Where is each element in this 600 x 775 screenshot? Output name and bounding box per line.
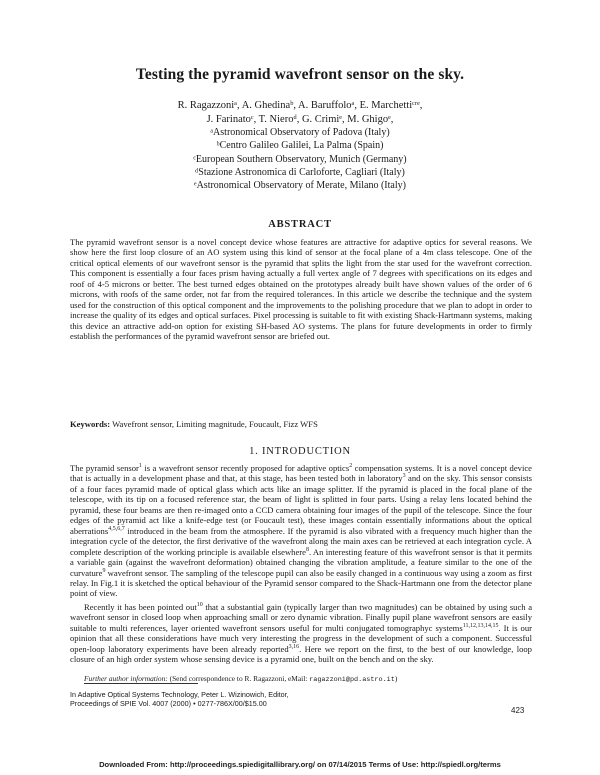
author-list (0, 99, 600, 126)
citation: 2 (349, 463, 353, 470)
keywords-list: Wavefront sensor, Limiting magnitude, Foucault, Fizz WFS (112, 419, 318, 429)
citation: 3 (402, 473, 406, 480)
citation: 8 (305, 546, 309, 553)
author-footnote: Further author information: (Send correspondence to R. Ragazzoni, eMail: ragazzoni@pd.astro.it) (84, 674, 398, 684)
affiliation-c: ᶜEuropean Southern Observatory, Munich (Germany) (193, 153, 407, 165)
keywords (70, 419, 532, 429)
footnote-divider (84, 683, 198, 684)
publication-info (70, 690, 289, 709)
citation: 9 (102, 567, 106, 574)
keywords-label: Keywords: (70, 419, 111, 429)
citation: 1 (138, 463, 142, 470)
publication-line-2: Proceedings of SPIE Vol. 4007 (2000) • 0277-786X/00/$15.00 (70, 699, 267, 709)
affiliation-a: ᵃAstronomical Observatory of Padova (Italy) (210, 127, 390, 138)
download-footer: Downloaded From: http://proceedings.spiedigitallibrary.org/ on 07/14/2015 Terms of Use: http://spiedl.org/terms (99, 760, 501, 769)
citation: 10 (196, 602, 203, 609)
affiliation-list (0, 126, 600, 192)
abstract-text: The pyramid wavefront sensor is a novel concept device whose features are attractive for adaptive optics for several reasons. We show here the first loop closure of an AO system using this kind of sensor at the focal plane of a 4m class telescope. One of the critical optical elements of our wavefront sensor is the pyramid that splits the light from the star used for the wavefront correction. This component is essentially a four faces prism having actually a full vertex angle of 7 degrees with specifications on its edges and roof of 4-5 microns or better. The best turned edges obtained on the prototypes already built have shown values of the order of 6 microns, with roofs of the same order, not far from the required tolerances. In this article we describe the technique and the system used for the construction of this optical component and the improvements to the polishing procedure that we plan to adopt in order to increase the quality of its edges and optical surfaces. Pixel processing is suitable to fit with existing Shack-Hartmann systems, making this device an attractive add-on option for existing SH-based AO systems. The plans for future developments in order to firmly establish the performances of the pyramid wavefront sensor are briefed out. (70, 237, 532, 342)
citation: 4,5,6,7 (108, 525, 125, 532)
author-email: ragazzoni@pd.astro.it (309, 676, 395, 684)
page-number: 423 (511, 706, 525, 715)
introduction-paragraph-2: Recently it has been pointed out$^{10}$ that a substantial gain (typically larger than two magnitudes) can be obtained by using such a wavefront sensor in closed loop when approaching small or zero dynamic vibration. Finally pupil plane wavefront sensors are easily suitable to multi references, layer oriented wavefront sensors useful for multi conjugated tomographyc systems$^{11,12,13,14,15}$. It is our opinion that all these considerations have much very interesting the progress in the development of such a component. Successful open-loop laboratory experiments have been already reported$^{3,16}$. Here we report on the first, to the best of our knowledge, loop closure of an high order system whose sensing device is a pyramid one, built on the bench and on the sky. (70, 602, 533, 665)
citation: 3,16 (288, 643, 300, 650)
citation: 11,12,13,14,15 (462, 623, 499, 630)
abstract-heading: ABSTRACT (268, 219, 332, 230)
paper-title: Testing the pyramid wavefront sensor on the sky. (135, 66, 465, 83)
authors-line-2: J. Farinatoᶜ, T. Nieroᵈ, G. Crimiᵉ, M. Ghigoᵉ, (206, 113, 394, 125)
affiliation-b: ᵇCentro Galileo Galilei, La Palma (Spain) (216, 140, 384, 152)
affiliation-e: ᵉAstronomical Observatory of Merate, Milano (Italy) (194, 180, 406, 192)
affiliation-d: ᵈStazione Astronomica di Carloforte, Cagliari (Italy) (195, 166, 405, 178)
introduction-paragraph-1: The pyramid sensor$^1$ is a wavefront sensor recently proposed for adaptive optics$^2$ compensation systems. It is a novel concept device that is actually in a development phase and that, at this stage, has been tested both in laboratory$^3$ and on the sky. This sensor consists of a four faces pyramid made of optical glass which acts like an image splitter. If the pyramid is placed in the focal plane of the telescope, with its tip on a focused reference star, the beam of light is splitted in four parts. Using a relay lens located behind the pyramid, these four beams are then re-imaged onto a CCD camera obtaining four images of the pupil of the telescope. Since the four edges of the pyramid act like a knife-edge test (or Foucault test), these images contain essentially informations about the optical aberrations$^{4,5,6,7}$ introduced in the beam from the atmosphere. If the pyramid is also vibrated with a frequency much higher than the integration cycle of the detector, the first derivative of the wavefront along the main axes can be retrieved at each integration cycle. A complete description of the working principle is available elsewhere$^8$. An interesting feature of this wavefront sensor is that it permits a variable gain (against the wavefront deformation) obtained changing the vibration amplitude, a feature similar to the one of the curvature$^9$ wavefront sensor. The sampling of the telescope pupil can also be easily changed in a continuous way using a zoom as first relay. In Fig.1 it is sketched the optical behaviour of the Pyramid sensor compared to the Shack-Hartmann one from the detector plane point of view. (70, 463, 532, 599)
publication-line-1: In Adaptive Optical Systems Technology, Peter L. Wizinowich, Editor, (70, 690, 289, 699)
authors-line-1: R. Ragazzoniᵃ, A. Ghedinaᵇ, A. Baruffoloᵃ, E. Marchettiᶜʳᵉ, (177, 100, 423, 111)
introduction-heading: 1. INTRODUCTION (249, 446, 351, 457)
